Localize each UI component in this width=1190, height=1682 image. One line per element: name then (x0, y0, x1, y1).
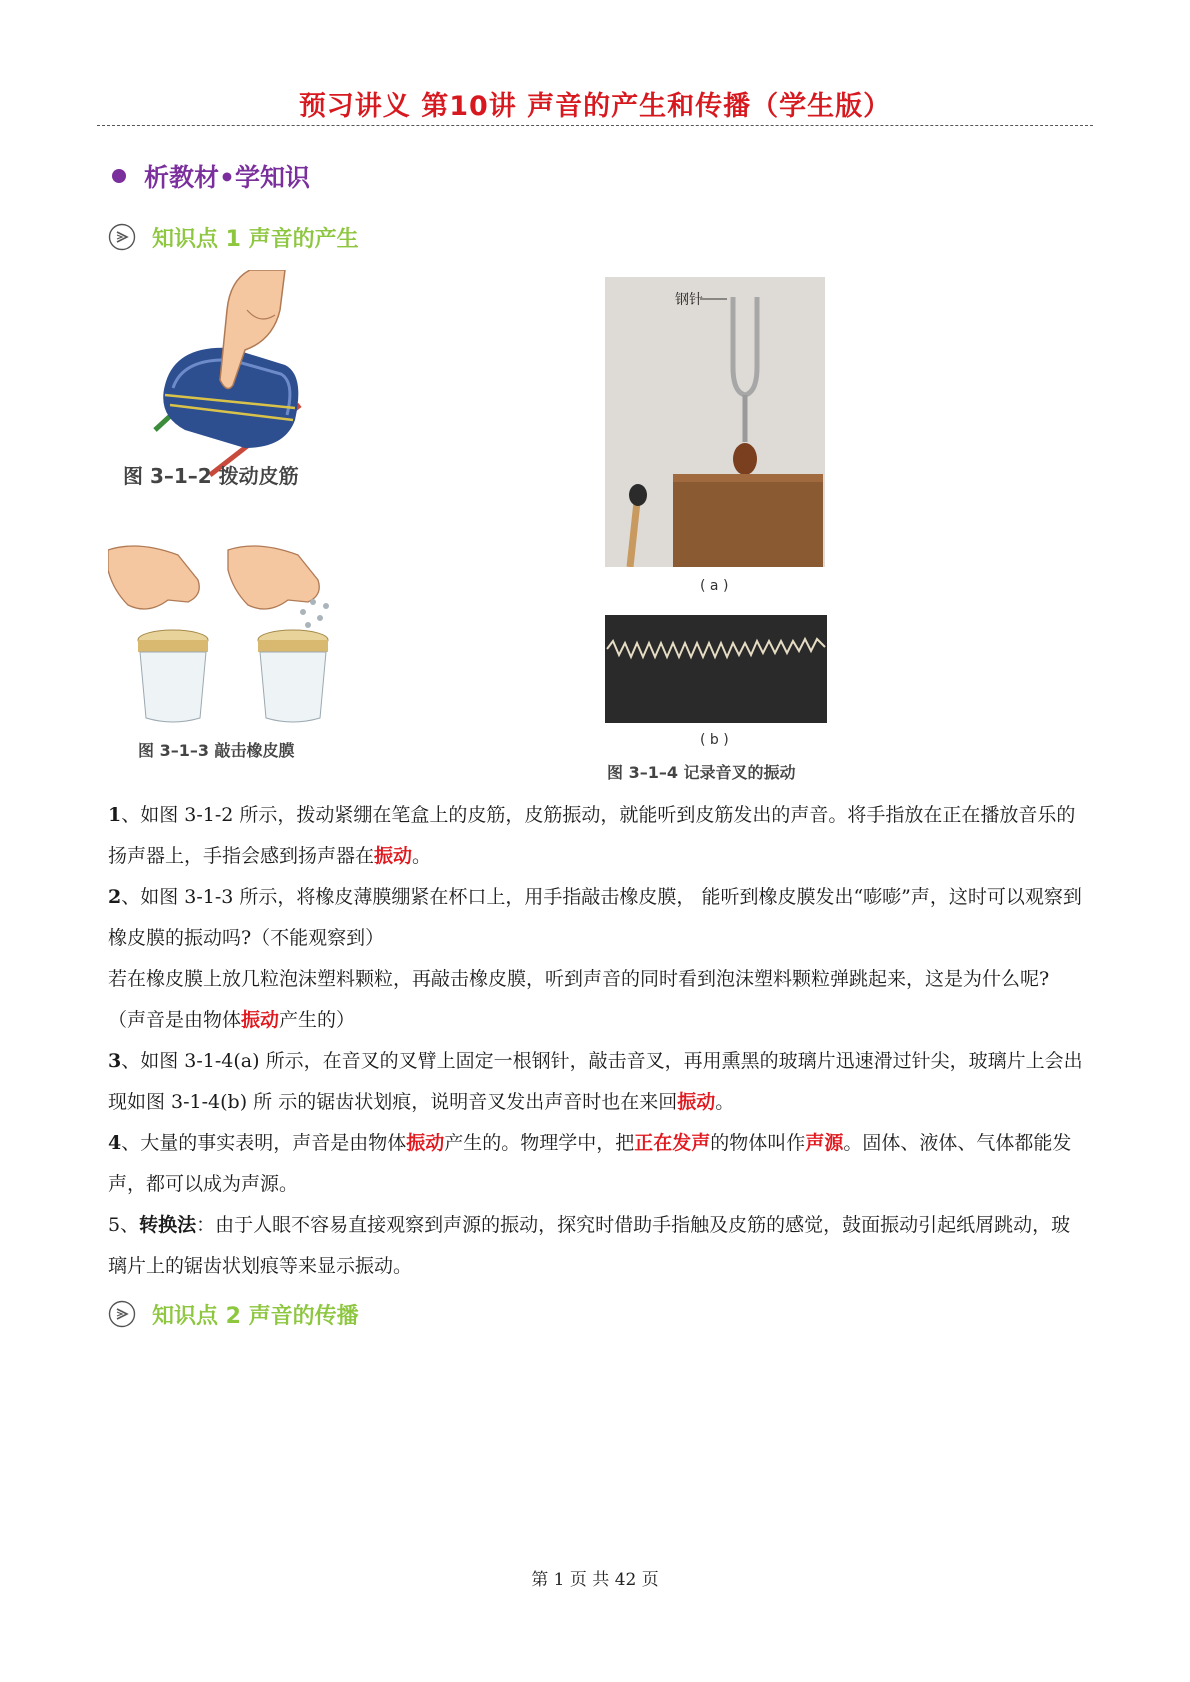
highlight-term: 振动 (406, 1132, 445, 1154)
paragraph-text: 、如图 3-1-2 所示，拨动紧绷在笔盒上的皮筋，皮筋振动，就能听到皮筋发出的声音。将手指放在正在播放音乐的扬声器上，手指会感到扬声器在 (108, 804, 1076, 867)
figure-rubber-band-image (135, 270, 310, 480)
paragraph-3 (108, 1041, 1084, 1123)
knowledge-point-2-heading (108, 1297, 359, 1331)
paragraph-text: 产生的） (279, 1009, 356, 1031)
highlight-term: 声源 (805, 1132, 844, 1154)
bold-term: 转换法 (139, 1214, 197, 1236)
figure-caption-3-1-3: 图 3–1–3 敲击橡皮膜 (138, 741, 295, 760)
page-footer: 第 1 页 共 42 页 (531, 1570, 659, 1590)
highlight-term: 正在发声 (634, 1132, 711, 1154)
section-heading (112, 156, 310, 196)
section-title: 析教材•学知识 (144, 163, 310, 192)
circled-arrow-icon (108, 1300, 136, 1328)
figure-drum-membrane-image (108, 540, 358, 730)
highlight-term: 振动 (241, 1009, 280, 1031)
figure-tuning-fork-photo (605, 277, 825, 567)
paragraph-text: 。固体、液体、气体都能发声，都可以成为声源。 (108, 1132, 1072, 1195)
paragraph-2 (108, 877, 1084, 959)
knowledge-point-label: 知识点 2 声音的传播 (152, 1303, 359, 1329)
page-title: 预习讲义 第10讲 声音的产生和传播（学生版） (298, 91, 892, 122)
highlight-term: 振动 (677, 1091, 716, 1113)
paragraph-4 (108, 1123, 1084, 1205)
paragraph-text: 、如图 3-1-3 所示，将橡皮薄膜绷紧在杯口上，用手指敲击橡皮膜， 能听到橡皮膜发出“嘭嘭”声，这时可以观察到橡皮膜的振动吗?（不能观察到） (108, 886, 1082, 949)
highlight-term: 振动 (374, 845, 413, 867)
paragraph-number: 5、 (108, 1214, 140, 1236)
knowledge-point-label: 知识点 1 声音的产生 (152, 226, 359, 252)
paragraph-text: 的物体叫作 (710, 1132, 806, 1154)
figure-label-a: ( a ) (700, 578, 729, 594)
paragraph-number: 3 (108, 1050, 122, 1072)
needle-label: 钢针 (675, 292, 703, 308)
paragraph-1 (108, 795, 1084, 877)
paragraph-5 (108, 1205, 1084, 1287)
figure-caption-3-1-2: 图 3–1–2 拨动皮筋 (123, 464, 299, 488)
figure-label-b: ( b ) (700, 732, 729, 748)
tuning-fork-illustration (605, 277, 825, 567)
paragraph-text: 、如图 3-1-4(a) 所示，在音叉的叉臂上固定一根钢针，敲击音叉，再用熏黑的玻璃片迅速滑过针尖，玻璃片上会出现如图 3-1-4(b) 所 示的锯齿状划痕，说明音叉发出声音时也在来回 (108, 1050, 1083, 1113)
circled-arrow-icon (108, 223, 136, 251)
paragraph-2-continued (108, 959, 1084, 1041)
title-divider (97, 125, 1093, 126)
purple-dot-icon (112, 169, 126, 183)
paragraph-text: ：由于人眼不容易直接观察到声源的振动，探究时借助手指触及皮筋的感觉，鼓面振动引起纸屑跳动，玻璃片上的锯齿状划痕等来显示振动。 (108, 1214, 1071, 1277)
knowledge-point-1-heading (108, 220, 359, 254)
paragraph-number: 4 (108, 1132, 122, 1154)
paragraph-text: 。 (412, 845, 432, 867)
figure-zigzag-trace-image (605, 615, 827, 723)
paragraph-text: 若在橡皮膜上放几粒泡沫塑料颗粒，再敲击橡皮膜，听到声音的同时看到泡沫塑料颗粒弹跳起来，这是为什么呢?（声音是由物体 (108, 968, 1050, 1031)
paragraph-number: 2 (108, 886, 122, 908)
paragraph-text: 、大量的事实表明，声音是由物体 (121, 1132, 407, 1154)
figure-caption-3-1-4: 图 3–1–4 记录音叉的振动 (607, 763, 796, 782)
paragraph-number: 1 (108, 804, 122, 826)
paragraph-text: 产生的。物理学中，把 (444, 1132, 635, 1154)
paragraph-text: 。 (715, 1091, 735, 1113)
